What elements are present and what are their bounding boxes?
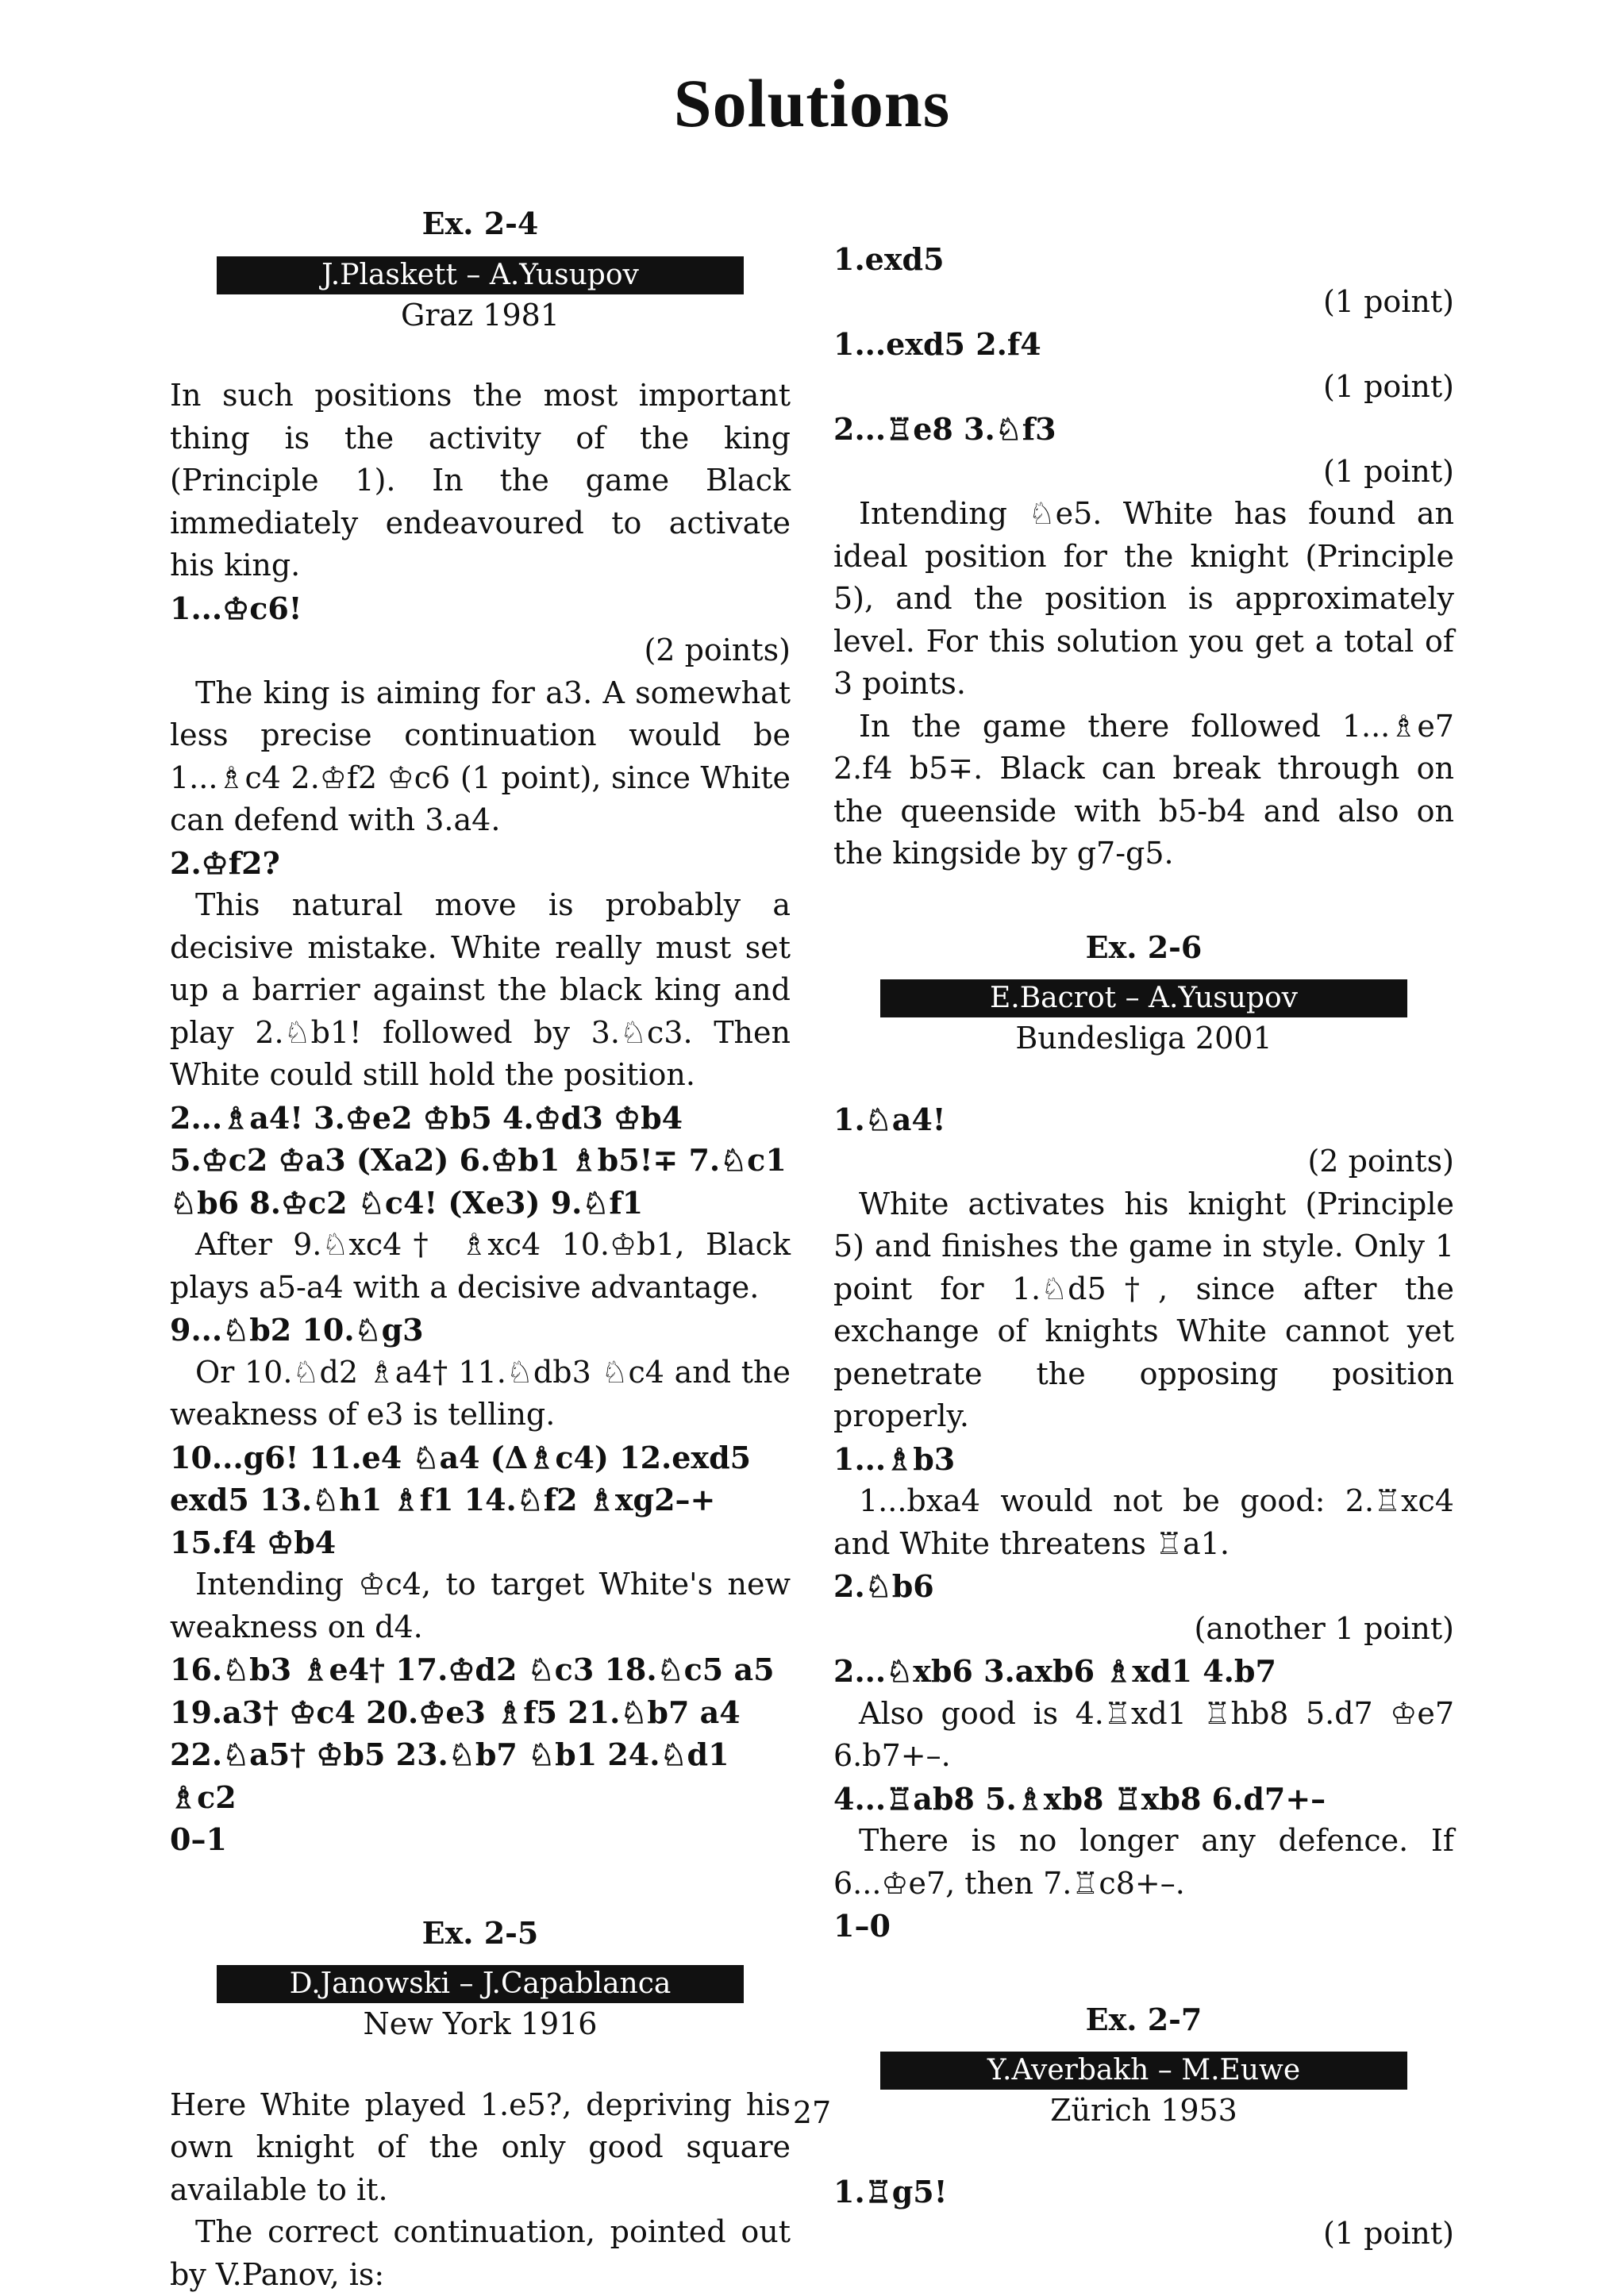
exercise-label: Ex. 2-7 bbox=[833, 1998, 1454, 2041]
points-label: (1 point) bbox=[833, 281, 1454, 324]
paragraph: In the game there followed 1...♗e7 2.f4 b5∓. Black can break through on the queenside with b5-b4 and also on the kingside by g7-g5. bbox=[833, 706, 1454, 875]
paragraph: This natural move is probably a decisive mistake. White really must set up a barrier against the black king and play 2.♘b1! followed by 3.♘c3. Then White could still hold the position. bbox=[170, 884, 791, 1097]
game-event: Zürich 1953 bbox=[833, 2090, 1454, 2133]
game-event: Graz 1981 bbox=[170, 294, 791, 337]
solution-text bbox=[833, 1098, 1454, 1948]
exercise-2-4 bbox=[170, 202, 791, 1861]
game-event: Bundesliga 2001 bbox=[833, 1017, 1454, 1060]
move-line: 2.♘b6 bbox=[833, 1565, 1454, 1608]
paragraph: Also good is 4.♖xd1 ♖hb8 5.d7 ♔e7 6.b7+–. bbox=[833, 1693, 1454, 1778]
move-line: 1–0 bbox=[833, 1905, 1454, 1948]
right-column bbox=[833, 238, 1454, 2256]
points-label: (2 points) bbox=[833, 1140, 1454, 1183]
move-line: 1.exd5 bbox=[833, 238, 1454, 281]
section-gap bbox=[170, 1861, 791, 1912]
paragraph: Here White played 1.e5?, depriving his own knight of the only good square available to it. bbox=[170, 2084, 791, 2212]
left-column bbox=[170, 202, 791, 2296]
move-line: 0–1 bbox=[170, 1818, 791, 1861]
section-gap bbox=[833, 875, 1454, 926]
paragraph: Intending ♘e5. White has found an ideal position for the knight (Principle 5), and the position is approximately level. For this solution you get a total of 3 points. bbox=[833, 493, 1454, 706]
paragraph: After 9.♘xc4† ♗xc4 10.♔b1, Black plays a5-a4 with a decisive advantage. bbox=[170, 1224, 791, 1309]
move-line: 16.♘b3 ♗e4† 17.♔d2 ♘c3 18.♘c5 a5 19.a3† ♔c4 20.♔e3 ♗f5 21.♘b7 a4 22.♘a5† ♔b5 23.♘b7 ♘b1 24.♘d1 ♗c2 bbox=[170, 1648, 791, 1818]
paragraph: 1...bxa4 would not be good: 2.♖xc4 and White threatens ♖a1. bbox=[833, 1480, 1454, 1565]
exercise-label: Ex. 2-4 bbox=[170, 202, 791, 245]
move-line: 9...♘b2 10.♘g3 bbox=[170, 1309, 791, 1352]
paragraph: There is no longer any defence. If 6...♔e7, then 7.♖c8+–. bbox=[833, 1820, 1454, 1905]
move-line: 4...♖ab8 5.♗xb8 ♖xb8 6.d7+– bbox=[833, 1778, 1454, 1821]
move-line: 1.♖g5! bbox=[833, 2171, 1454, 2213]
move-line: 10...g6! 11.e4 ♘a4 (Δ♗c4) 12.exd5 exd5 13.♘h1 ♗f1 14.♘f2 ♗xg2–+ 15.f4 ♔b4 bbox=[170, 1436, 791, 1564]
move-line: 2.♔f2? bbox=[170, 842, 791, 885]
paragraph: The king is aiming for a3. A somewhat less precise continuation would be 1...♗c4 2.♔f2 ♔c6 (1 point), since White can defend with 3.a4. bbox=[170, 672, 791, 842]
paragraph: The correct continuation, pointed out by V.Panov, is: bbox=[170, 2211, 791, 2296]
game-players-banner: E.Bacrot – A.Yusupov bbox=[880, 979, 1407, 1017]
section-gap bbox=[833, 1948, 1454, 1998]
solution-text bbox=[833, 2171, 1454, 2256]
points-label: (2 points) bbox=[170, 629, 791, 672]
exercise-label: Ex. 2-6 bbox=[833, 926, 1454, 969]
move-line: 2...♘xb6 3.axb6 ♗xd1 4.b7 bbox=[833, 1650, 1454, 1693]
exercise-label: Ex. 2-5 bbox=[170, 1912, 791, 1955]
points-label: (another 1 point) bbox=[833, 1608, 1454, 1651]
move-line: 1...♗b3 bbox=[833, 1438, 1454, 1481]
points-label: (1 point) bbox=[833, 366, 1454, 409]
points-label: (1 point) bbox=[833, 2213, 1454, 2256]
move-line: 1...♔c6! bbox=[170, 587, 791, 630]
page-title: Solutions bbox=[0, 63, 1624, 143]
game-players-banner: Y.Averbakh – M.Euwe bbox=[880, 2052, 1407, 2090]
points-label: (1 point) bbox=[833, 451, 1454, 494]
game-players-banner: J.Plaskett – A.Yusupov bbox=[217, 256, 744, 294]
game-event: New York 1916 bbox=[170, 2003, 791, 2046]
paragraph: Or 10.♘d2 ♗a4† 11.♘db3 ♘c4 and the weakness of e3 is telling. bbox=[170, 1352, 791, 1436]
move-line: 2...♗a4! 3.♔e2 ♔b5 4.♔d3 ♔b4 5.♔c2 ♔a3 (Xa2) 6.♔b1 ♗b5!∓ 7.♘c1 ♘b6 8.♔c2 ♘c4! (Xe3) 9.♘f1 bbox=[170, 1097, 791, 1225]
move-line: 1.♘a4! bbox=[833, 1098, 1454, 1141]
solution-text bbox=[833, 238, 1454, 875]
paragraph: Intending ♔c4, to target White's new weakness on d4. bbox=[170, 1563, 791, 1648]
move-line: 1...exd5 2.f4 bbox=[833, 323, 1454, 366]
paragraph: In such positions the most important thing is the activity of the king (Principle 1). In the game Black immediately endeavoured to activate his king. bbox=[170, 375, 791, 587]
paragraph: White activates his knight (Principle 5) and finishes the game in style. Only 1 point for 1.♘d5†, since after the exchange of knights White cannot yet penetrate the opposing position properly. bbox=[833, 1183, 1454, 1438]
page-number: 27 bbox=[0, 2095, 1624, 2130]
exercise-2-5-continued bbox=[833, 238, 1454, 875]
move-line: 2...♖e8 3.♘f3 bbox=[833, 408, 1454, 451]
exercise-2-6 bbox=[833, 926, 1454, 1948]
game-players-banner: D.Janowski – J.Capablanca bbox=[217, 1965, 744, 2003]
solution-text bbox=[170, 375, 791, 1861]
